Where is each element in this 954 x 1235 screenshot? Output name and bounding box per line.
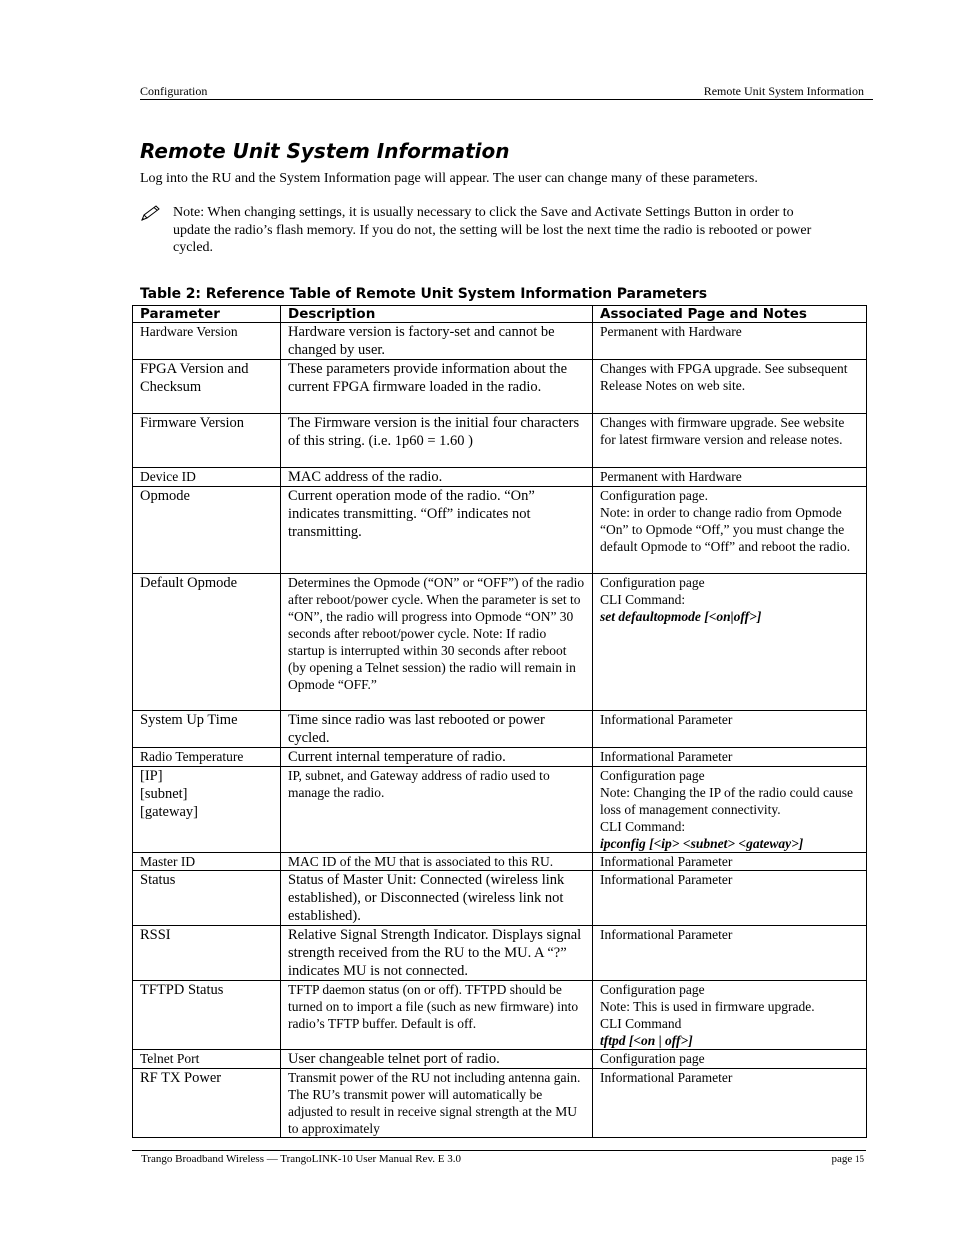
note-text: Permanent with Hardware (600, 469, 742, 484)
parameter-name: [gateway] (140, 804, 198, 820)
parameter-name: System Up Time (140, 712, 238, 728)
notes-cell (593, 360, 867, 414)
description-cell: These parameters provide information about the current FPGA firmware loaded in the radio. (281, 360, 593, 414)
description-cell: Transmit power of the RU not including antenna gain. The RU’s transmit power will automatically be adjusted to result in receive signal strength at the MU to approximately (281, 1069, 593, 1138)
description-cell: Current internal temperature of radio. (281, 748, 593, 767)
notes-cell (593, 323, 867, 360)
table-row (133, 487, 867, 574)
description-cell: TFTP daemon status (on or off). TFTPD should be turned on to import a file (such as new firmware) into radio’s TFTP buffer. Default is off. (281, 981, 593, 1050)
page-footer (132, 1150, 866, 1165)
parameter-name: Radio Temperature (140, 749, 244, 764)
notes-cell (593, 1050, 867, 1069)
notes-cell (593, 853, 867, 871)
parameter-cell (133, 871, 281, 926)
note-text: Note: in order to change radio from Opmode “On” to Opmode “Off,” you must change the default Opmode to “Off” and reboot the radio. (600, 505, 851, 554)
parameter-cell (133, 1069, 281, 1138)
note-text: Informational Parameter (600, 1070, 733, 1085)
note-text: Note: This is used in firmware upgrade. (600, 999, 815, 1014)
page-number: 15 (855, 1154, 864, 1164)
table-row (133, 468, 867, 487)
table-row (133, 323, 867, 360)
note-text (140, 204, 860, 257)
parameter-name: Device ID (140, 469, 196, 484)
table-row (133, 1050, 867, 1069)
table-row (133, 926, 867, 981)
notes-cell (593, 711, 867, 748)
table-row (133, 871, 867, 926)
table-caption: Table 2: Reference Table of Remote Unit System Information Parameters (140, 286, 707, 302)
intro-paragraph: Log into the RU and the System Information page will appear. The user can change many of these parameters. (140, 171, 758, 186)
description-cell: MAC ID of the MU that is associated to this RU. (281, 853, 593, 871)
note-text: Informational Parameter (600, 927, 733, 942)
note-text: Configuration page (600, 575, 705, 590)
parameter-cell (133, 748, 281, 767)
notes-cell (593, 748, 867, 767)
notes-cell (593, 487, 867, 574)
parameter-cell (133, 487, 281, 574)
note-text: Note: Changing the IP of the radio could cause loss of management connectivity. (600, 785, 853, 817)
note-text: Configuration page. (600, 488, 708, 503)
note-text: Informational Parameter (600, 712, 733, 727)
parameter-name: Telnet Port (140, 1051, 200, 1066)
table-row (133, 360, 867, 414)
notes-cell (593, 981, 867, 1050)
footer-page-label: page (831, 1153, 853, 1165)
table-row (133, 981, 867, 1050)
parameter-cell (133, 360, 281, 414)
table-body (133, 323, 867, 1138)
note-text: CLI Command: (600, 592, 686, 607)
column-header-notes: Associated Page and Notes (593, 306, 867, 323)
parameter-cell (133, 926, 281, 981)
column-header-description: Description (281, 306, 593, 323)
parameter-cell (133, 574, 281, 711)
notes-cell (593, 926, 867, 981)
description-cell: Determines the Opmode (“ON” or “OFF”) of the radio after reboot/power cycle. When the parameter is set to “ON”, the radio will progress into Opmode “ON” 30 seconds after reboot/power cycle. Note: If radio startup is interrupted within 30 seconds after reboot (by opening a Telnet session) the radio will remain in Opmode “OFF.” (281, 574, 593, 711)
cli-command: set defaultopmode [<on|off>] (600, 609, 762, 624)
parameter-name: RSSI (140, 927, 171, 943)
footer-page (831, 1152, 864, 1166)
note-text: Changes with firmware upgrade. See website for latest firmware version and release notes. (600, 415, 845, 447)
page-header (140, 84, 873, 100)
notes-cell (593, 574, 867, 711)
table-row (133, 767, 867, 853)
description-cell: Time since radio was last rebooted or power cycled. (281, 711, 593, 748)
parameter-name: Master ID (140, 854, 196, 869)
parameter-name: Default Opmode (140, 575, 238, 591)
notes-cell (593, 767, 867, 853)
table-row (133, 711, 867, 748)
parameter-cell (133, 1050, 281, 1069)
pencil-icon (140, 204, 162, 222)
table-header-row (133, 306, 867, 323)
table-row (133, 1069, 867, 1138)
note-text: CLI Command (600, 1016, 682, 1031)
parameter-name: Firmware Version (140, 415, 245, 431)
description-cell: MAC address of the radio. (281, 468, 593, 487)
notes-cell (593, 414, 867, 468)
parameter-cell (133, 468, 281, 487)
note-line: cycled. (173, 240, 214, 255)
description-cell: Status of Master Unit: Connected (wireless link established), or Disconnected (wireless link not established). (281, 871, 593, 926)
cli-command: tftpd [<on | off>] (600, 1033, 693, 1048)
notes-cell (593, 1069, 867, 1138)
description-cell: The Firmware version is the initial four characters of this string. (i.e. 1p60 = 1.60 ) (281, 414, 593, 468)
table-row (133, 853, 867, 871)
note-text: Configuration page (600, 768, 705, 783)
note-text: Informational Parameter (600, 854, 733, 869)
table-row (133, 574, 867, 711)
parameter-cell (133, 981, 281, 1050)
header-section: Configuration (140, 84, 208, 98)
notes-cell (593, 871, 867, 926)
note-text: Changes with FPGA upgrade. See subsequent Release Notes on web site. (600, 361, 848, 393)
parameter-cell (133, 323, 281, 360)
note-text: Permanent with Hardware (600, 324, 742, 339)
description-cell: Hardware version is factory-set and cannot be changed by user. (281, 323, 593, 360)
parameter-name: Opmode (140, 488, 190, 504)
header-topic: Remote Unit System Information (703, 84, 864, 98)
cli-command: ipconfig [<ip> <subnet> <gateway>] (600, 836, 804, 851)
page-title: Remote Unit System Information (140, 139, 510, 163)
table-row (133, 748, 867, 767)
description-cell: User changeable telnet port of radio. (281, 1050, 593, 1069)
note-text: CLI Command: (600, 819, 686, 834)
description-cell: IP, subnet, and Gateway address of radio used to manage the radio. (281, 767, 593, 853)
note-text: Configuration page (600, 1051, 705, 1066)
table-row (133, 414, 867, 468)
notes-cell (593, 468, 867, 487)
note-text: Informational Parameter (600, 749, 733, 764)
parameter-name: [IP] (140, 768, 163, 784)
parameter-name: RF TX Power (140, 1070, 222, 1086)
note-text: Configuration page (600, 982, 705, 997)
parameter-name: Hardware Version (140, 324, 238, 339)
parameter-name: [subnet] (140, 786, 188, 802)
parameter-name: TFTPD Status (140, 982, 224, 998)
note-text: Informational Parameter (600, 872, 733, 887)
note-line: update the radio’s flash memory. If you do not, the setting will be lost the next time the radio is rebooted or power (173, 222, 812, 238)
parameter-name: Status (140, 872, 176, 888)
parameter-cell (133, 767, 281, 853)
note-line: Note: When changing settings, it is usually necessary to click the Save and Activate Settings Button in order to (173, 205, 794, 220)
description-cell: Relative Signal Strength Indicator. Displays signal strength received from the RU to the MU. A “?” indicates MU is not connected. (281, 926, 593, 981)
note-block (140, 204, 860, 257)
parameters-table (132, 305, 867, 1138)
parameter-cell (133, 414, 281, 468)
parameter-cell (133, 711, 281, 748)
description-cell: Current operation mode of the radio. “On” indicates transmitting. “Off” indicates not transmitting. (281, 487, 593, 574)
parameter-cell (133, 853, 281, 871)
column-header-parameter: Parameter (133, 306, 281, 323)
footer-document-title: Trango Broadband Wireless — TrangoLINK-10 User Manual Rev. E 3.0 (141, 1153, 461, 1165)
parameter-name: FPGA Version and Checksum (140, 361, 249, 395)
